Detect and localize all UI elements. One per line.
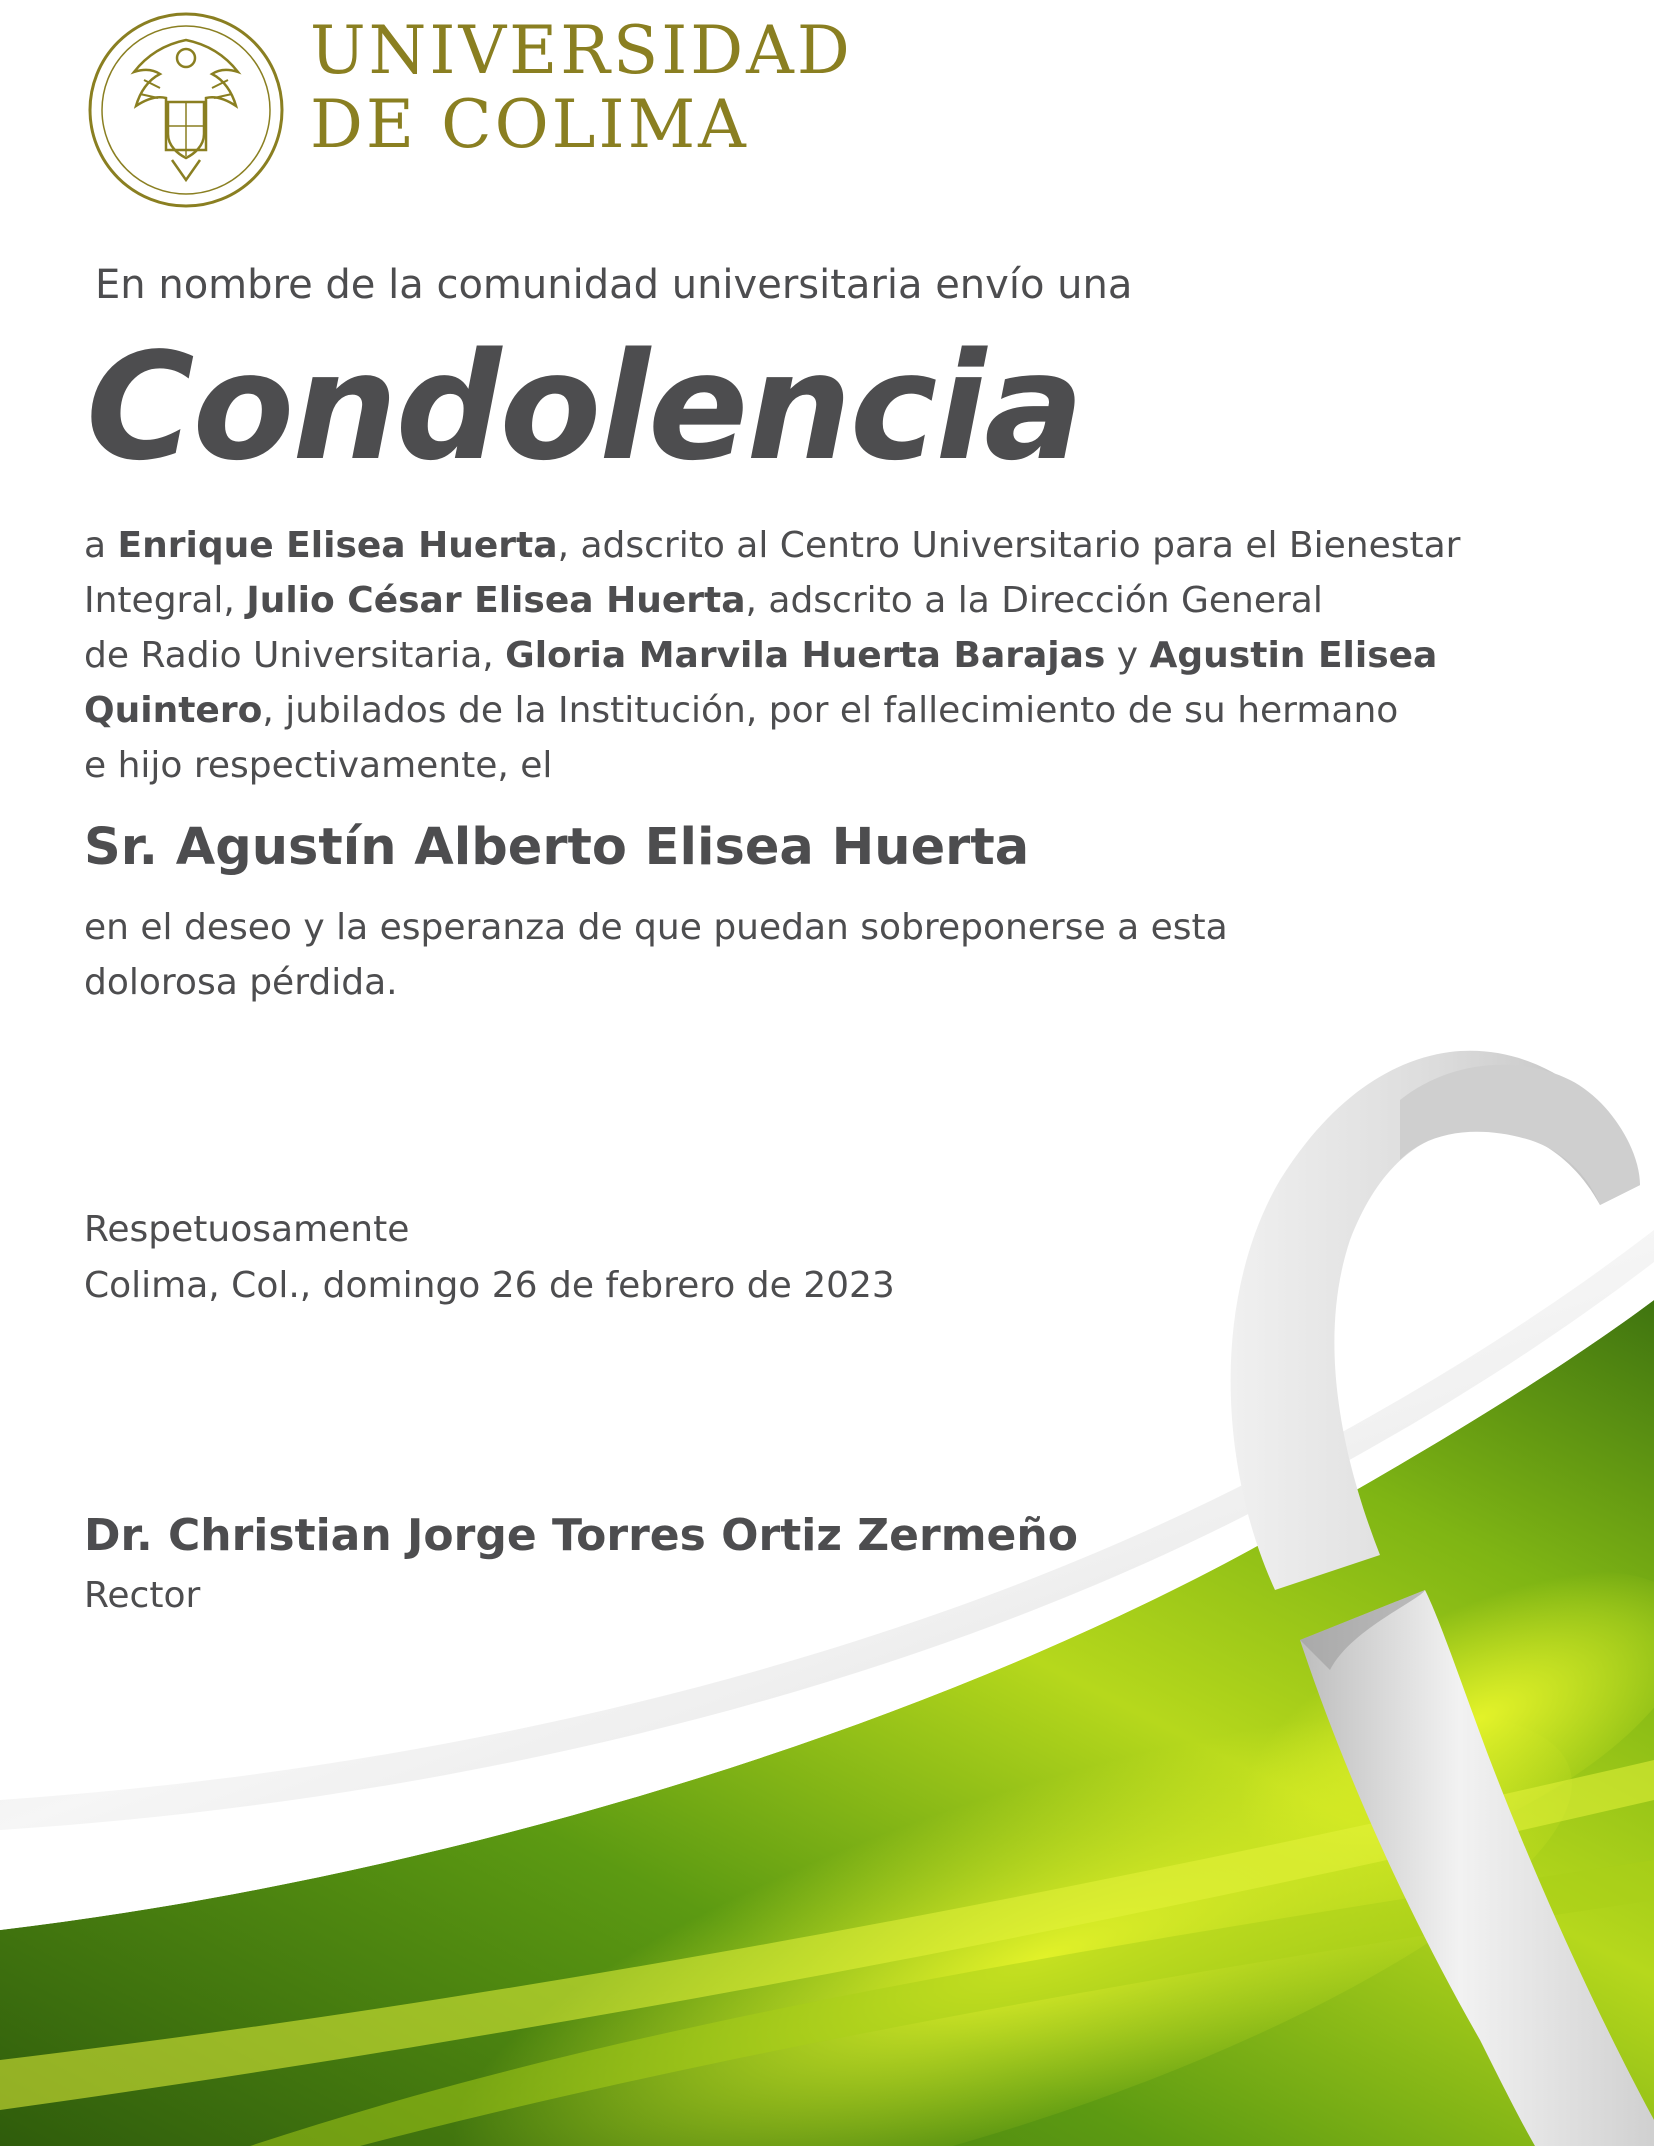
body-line-5: e hijo respectivamente, el — [84, 745, 553, 786]
body-line-3 — [84, 628, 1504, 683]
university-seal-logo — [86, 10, 286, 210]
university-name — [310, 12, 853, 166]
university-name-line1: UNIVERSIDAD — [310, 12, 853, 89]
body-line-2 — [84, 573, 1504, 628]
wish-line-1: en el deseo y la esperanza de que puedan sobreponerse a esta — [84, 907, 1228, 948]
wish-line-2: dolorosa pérdida. — [84, 962, 398, 1003]
closing-respect: Respetuosamente — [84, 1209, 410, 1250]
intro-line: En nombre de la comunidad universitaria envío una — [95, 262, 1133, 308]
recipient-name: Julio César Elisea Huerta — [246, 580, 746, 621]
body-text-fragment: Integral, — [84, 580, 247, 621]
recipient-name: Gloria Marvila Huerta Barajas — [505, 635, 1106, 676]
signer-name: Dr. Christian Jorge Torres Ortiz Zermeño — [84, 1510, 1078, 1561]
body-text-fragment: , jubilados de la Institución, por el fallecimiento de su hermano — [262, 690, 1399, 731]
body-text-fragment: , adscrito al Centro Universitario para el Bienestar — [557, 525, 1461, 566]
body-text-fragment: de Radio Universitaria, — [84, 635, 506, 676]
recipient-name: Quintero — [84, 690, 263, 731]
place-and-date: Colima, Col., domingo 26 de febrero de 2023 — [84, 1265, 895, 1306]
condolence-body — [84, 518, 1504, 793]
recipient-name: Agustin Elisea — [1149, 635, 1438, 676]
deceased-name: Sr. Agustín Alberto Elisea Huerta — [84, 818, 1030, 877]
page-title: Condolencia — [86, 321, 1083, 493]
closing-block — [84, 1202, 895, 1314]
body-text-fragment: a — [84, 525, 118, 566]
body-line-1 — [84, 518, 1504, 573]
body-line-4 — [84, 683, 1504, 738]
condolence-wish — [84, 900, 1228, 1010]
recipient-name: Enrique Elisea Huerta — [117, 525, 558, 566]
body-text-fragment: , adscrito a la Dirección General — [745, 580, 1323, 621]
body-text-fragment: y — [1105, 635, 1150, 676]
university-name-line2: DE COLIMA — [310, 86, 749, 163]
signer-role: Rector — [84, 1575, 201, 1616]
